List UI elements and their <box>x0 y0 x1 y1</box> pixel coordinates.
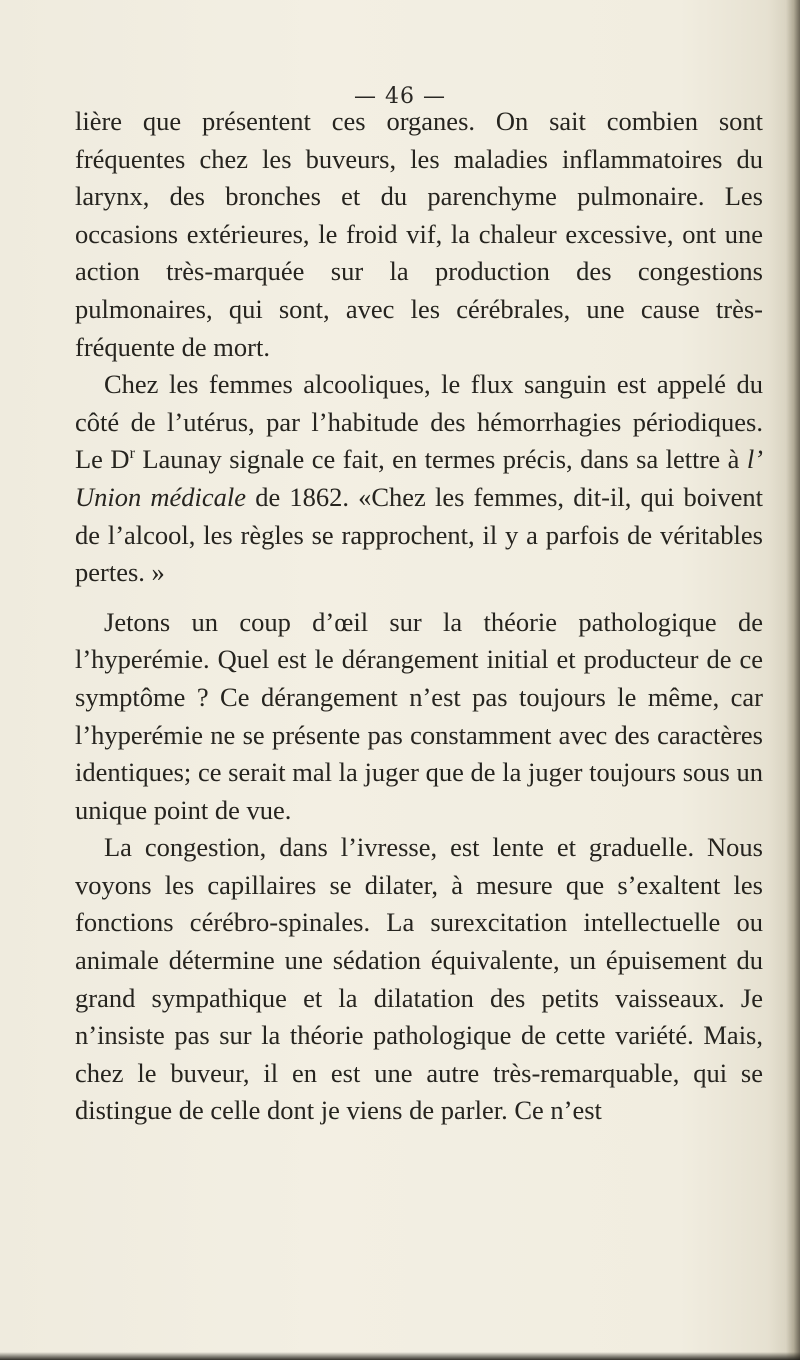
body-text <box>75 103 763 1130</box>
paragraph-2-part-3: de 1862. «Chez les femmes, dit-il, qui boivent de l’alcool, les règles se rapprochent, il y a parfois de véritables pertes. » <box>75 481 763 588</box>
paragraph-2-part-2: Launay signale ce fait, en termes précis, dans sa lettre à <box>134 444 747 475</box>
paragraph-3: Jetons un coup d’œil sur la théorie pathologique de l’hyperémie. Quel est le dérangement initial et producteur de ce symptôme ? Ce dérangement n’est pas toujours le même, car l’hyperémie ne se présente pas constamment avec des caractères identiques; ce serait mal la juger que de la juger toujours sous un unique point de vue. <box>75 606 763 825</box>
page-edge-shadow <box>786 0 800 1360</box>
paragraph-2-part-1: Chez les femmes alcooliques, le flux sanguin est appelé du côté de l’utérus, par l’habitude des hémorrhagies périodiques. Le D <box>75 369 763 475</box>
paragraph-4: La congestion, dans l’ivresse, est lente et graduelle. Nous voyons les capillaires se dilater, à mesure que s’exaltent les fonctions cérébro-spinales. La surexcitation intellectuelle ou animale détermine une sédation équivalente, un épuisement du grand sympathique et la dilatation des petits vaisseaux. Je n’insiste pas sur la théorie pathologique de cette variété. Mais, chez le buveur, il en est une autre très-remarquable, qui se distingue de celle dont je viens de parler. Ce n’est <box>75 832 763 1126</box>
journal-title: l’ Union médicale <box>75 444 763 512</box>
paragraph-1: lière que présentent ces organes. On sait combien sont fréquentes chez les buveurs, les maladies inflammatoires du larynx, des bronches et du parenchyme pulmonaire. Les occasions extérieures, le froid vif, la chaleur excessive, ont une action très-marquée sur la production des congestions pulmonaires, qui sont, avec les cérébrales, une cause très-fréquente de mort. <box>75 106 763 362</box>
bottom-edge-shadow <box>0 1352 800 1360</box>
doctor-abbrev-superscript: r <box>129 445 135 463</box>
paragraph-2 <box>75 366 763 592</box>
page-number: — 46 — <box>354 84 446 109</box>
